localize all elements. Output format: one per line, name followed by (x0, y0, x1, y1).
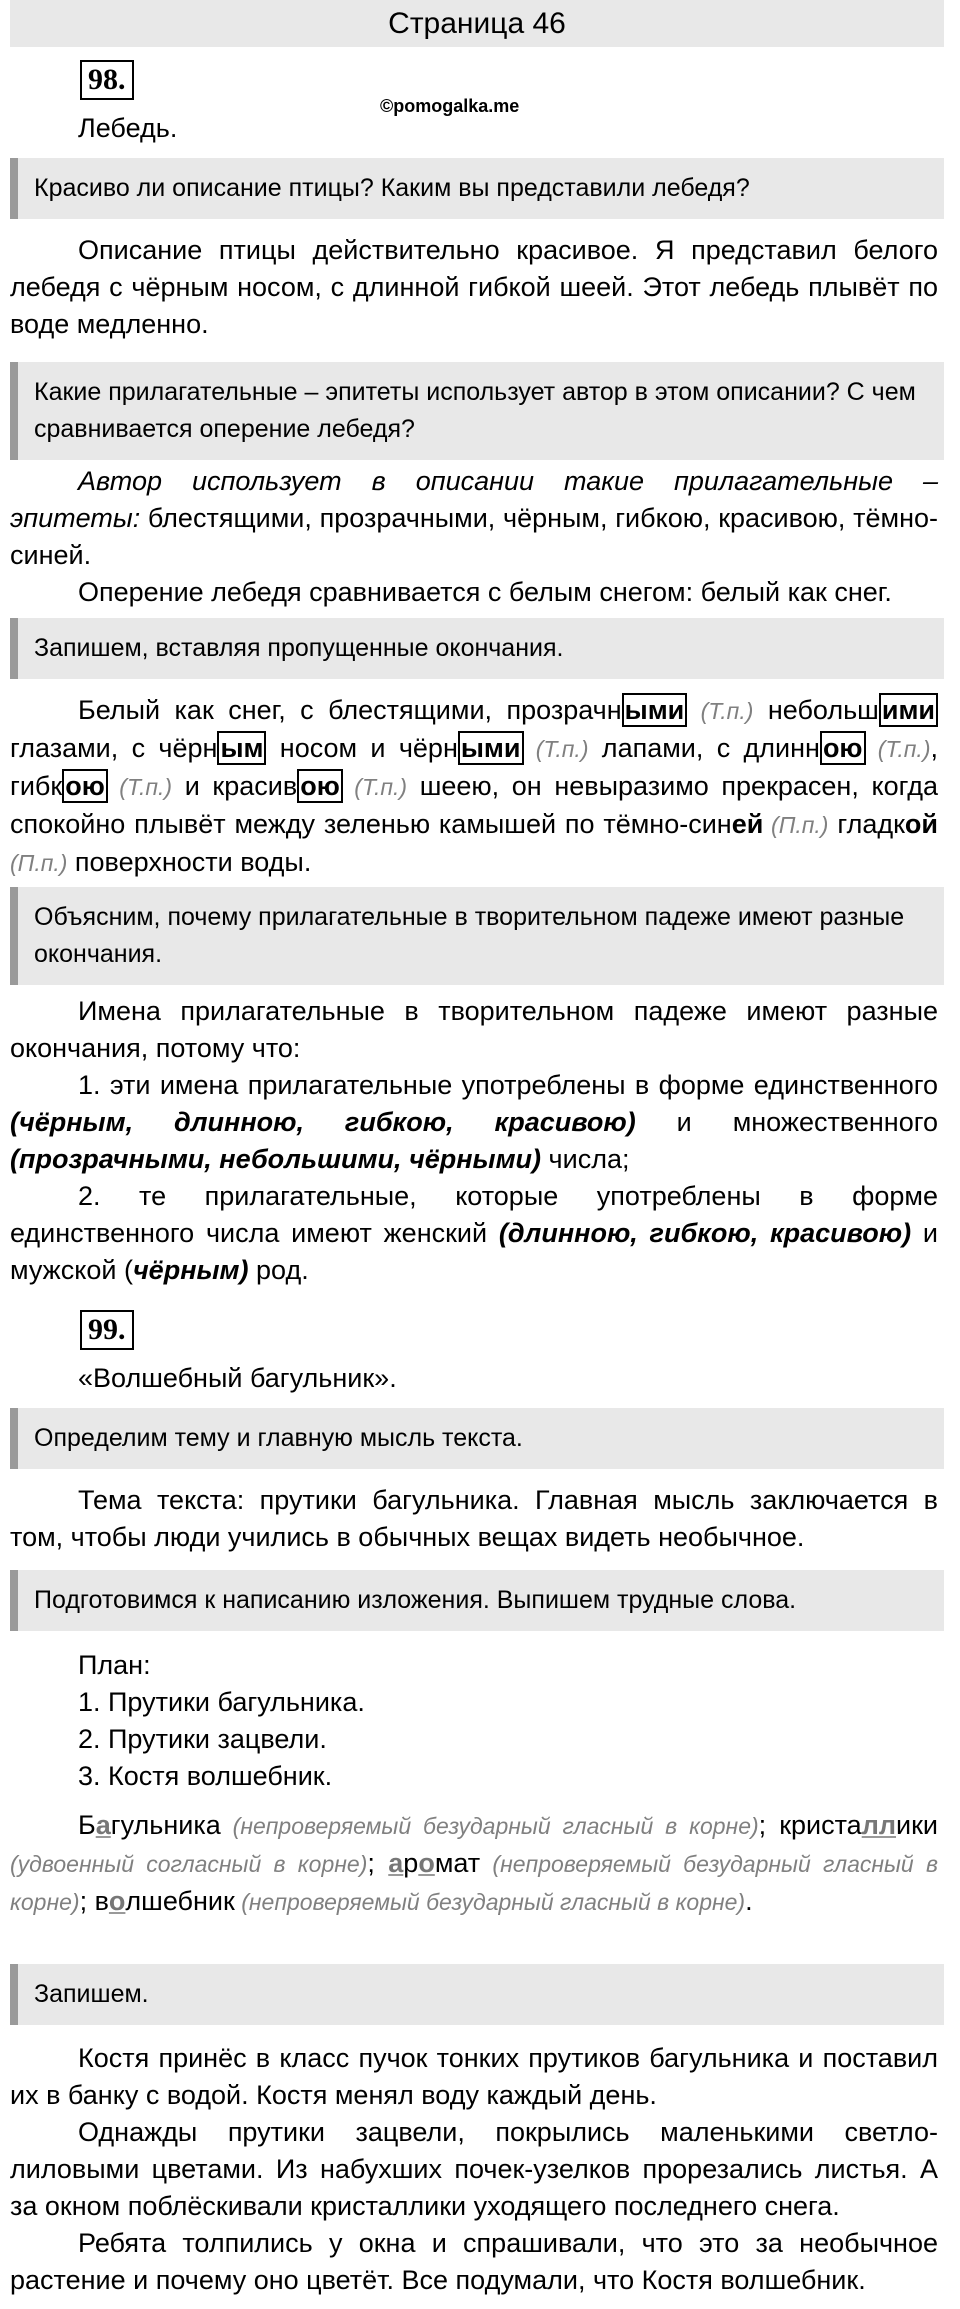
ending-box: ою (820, 731, 866, 765)
example-words: (прозрачными, небольшими, чёрными) (10, 1144, 542, 1174)
text-fragment: глазами, с чёрн (10, 733, 218, 763)
answer-text: Описание птицы действительно красивое. Я представил белого лебедя с чёрным носом, с длинной гибкой шеей. Этот лебедь плывёт по воде медленно. (10, 235, 938, 339)
dictation-text (10, 692, 938, 882)
rule-note: (непроверяемый безударный гласный в корне) (220, 1813, 759, 1839)
task-question: Определим тему и главную мысль текста. (10, 1408, 944, 1469)
ending-box: ым (217, 731, 266, 765)
answer-text: Имена прилагательные в творительном падеже имеют разные окончания, потому что: (10, 996, 938, 1063)
ending-box: ыми (458, 731, 524, 765)
list-item (10, 1178, 938, 1289)
answer-text: Оперение лебедя сравнивается с белым снегом: белый как снег. (78, 577, 892, 607)
ending-box: ою (297, 769, 343, 803)
rule-note: (удвоенный согласный в корне) (10, 1851, 368, 1877)
plan-item: 2. Прутики зацвели. (78, 1724, 327, 1754)
highlighted-letter: о (418, 1848, 435, 1878)
task-question: Красиво ли описание птицы? Каким вы представили лебедя? (10, 158, 944, 219)
example-words: чёрным) (132, 1255, 249, 1285)
word-part: ики (896, 1810, 938, 1840)
text-fragment: поверхности воды. (67, 847, 312, 877)
case-note: (Т.п.) (342, 774, 408, 800)
epithet-list: блестящими, прозрачными, чёрным, гибкою, красивою, тёмно-синей. (10, 503, 938, 570)
text-fragment: шеею, он невыразимо прекрасен, когда спокойно плывёт между зеленью камышей по тёмно-син (10, 771, 939, 839)
rule-note: (непроверяемый безударный гласный в корне) (10, 1851, 938, 1915)
text-fragment: и красив (172, 771, 298, 801)
case-note: (Т.п.) (107, 774, 173, 800)
page-header: Страница 46 (10, 0, 944, 47)
plan-item: 1. Прутики багульника. (78, 1687, 365, 1717)
task-question: Подготовимся к написанию изложения. Выпишем трудные слова. (10, 1570, 944, 1631)
highlighted-letter: а (95, 1810, 111, 1840)
rule-note: (непроверяемый безударный гласный в корне) (234, 1889, 746, 1915)
paragraph: Однажды прутики зацвели, покрылись маленькими светло-лиловыми цветами. Из набухших почек-узелков прорезались листья. А за окном поблёскивали кристаллики уходящего последнего снега. (10, 2117, 938, 2221)
case-note: (П.п.) (10, 850, 68, 876)
words-text (10, 1807, 938, 1921)
text-fragment: гладк (828, 809, 905, 839)
task-question: Запишем, вставляя пропущенные окончания. (10, 618, 944, 679)
case-note: (П.п.) (763, 812, 829, 838)
text-fragment: небольш (753, 695, 879, 725)
ex99-title (10, 1360, 938, 1397)
text-fragment: 2. те прилагательные, которые употреблены в форме единственного числа имеют женский (10, 1181, 938, 1248)
text-title: Лебедь. (78, 113, 178, 143)
word-part: лшебник (125, 1886, 235, 1916)
paragraph: Костя принёс в класс пучок тонких прутиков багульника и поставил их в банку с водой. Костя менял воду каждый день. (10, 2043, 938, 2110)
separator: ; (758, 1810, 780, 1840)
text-fragment: и мужской ( (10, 1218, 939, 1285)
answer-text: Тема текста: прутики багульника. Главная мысль заключается в том, чтобы люди учились в обычных вещах видеть необычное. (10, 1485, 938, 1552)
paragraph: Ребята толпились у окна и спрашивали, что это за необычное растение и почему оно цветёт. Все подумали, что Костя волшебник. (10, 2228, 938, 2295)
epithet-lead: Автор использует в описании такие прилагательные – эпитеты: (10, 466, 938, 533)
answer-block (10, 1482, 938, 1556)
task-question: Объясним, почему прилагательные в творительном падеже имеют разные окончания. (10, 887, 944, 985)
text-fragment: род. (248, 1255, 309, 1285)
highlighted-letter: лл (861, 1810, 896, 1840)
exercise-number-99: 99. (80, 1310, 134, 1350)
ending-box: ыми (622, 693, 688, 727)
word-part: Б (78, 1810, 96, 1840)
word-part: мат (434, 1848, 481, 1878)
example-words: (чёрным, длинною, гибкою, красивою) (10, 1107, 636, 1137)
ending-box: ою (62, 769, 108, 803)
highlighted-letter: о (108, 1886, 126, 1916)
answer-text (10, 463, 938, 574)
text-fragment: , гибк (10, 733, 938, 801)
word-part: р (403, 1848, 419, 1878)
separator: . (745, 1886, 753, 1916)
exercise-number-98: 98. (80, 60, 134, 100)
text-fragment: 1. эти имена прилагательные употреблены в форме единственного (78, 1070, 938, 1100)
ending-box: ими (879, 693, 938, 727)
example-words: (длинною, гибкою, красивою) (498, 1218, 912, 1248)
text-title: «Волшебный багульник». (78, 1363, 397, 1393)
text-fragment: Белый как снег, с блестящими, прозрачн (78, 695, 622, 725)
difficult-words (10, 1807, 938, 1921)
case-note: (Т.п.) (687, 698, 754, 724)
task-question: Запишем. (10, 1964, 944, 2025)
plan-label: План: (78, 1650, 151, 1680)
text-fragment: лапами, с длинн (588, 733, 820, 763)
list-item (10, 1067, 938, 1178)
ending-bold: ой (904, 809, 939, 839)
answer-block (10, 692, 938, 882)
watermark: ©pomogalka.me (380, 96, 520, 116)
word-part: в (94, 1886, 109, 1916)
task-question: Какие прилагательные – эпитеты использует автор в этом описании? С чем сравнивается оперение лебедя? (10, 362, 944, 460)
plan-item: 3. Костя волшебник. (78, 1761, 333, 1791)
plan-block (10, 1647, 938, 1795)
text-fragment: числа; (541, 1144, 630, 1174)
case-note: (Т.п.) (865, 736, 931, 762)
answer-block (10, 463, 938, 611)
separator: ; (367, 1848, 389, 1878)
word-part: криста (779, 1810, 862, 1840)
text-fragment: носом и чёрн (266, 733, 458, 763)
dictation-block (10, 2040, 938, 2299)
text-fragment: и множественного (635, 1107, 938, 1137)
ex98-title (10, 110, 938, 147)
answer-block (10, 993, 938, 1289)
ending-bold: ей (731, 809, 764, 839)
separator: ; (79, 1886, 95, 1916)
highlighted-letter: а (388, 1848, 404, 1878)
word-part: гульника (110, 1810, 221, 1840)
case-note: (Т.п.) (523, 736, 589, 762)
answer-block (10, 232, 938, 343)
